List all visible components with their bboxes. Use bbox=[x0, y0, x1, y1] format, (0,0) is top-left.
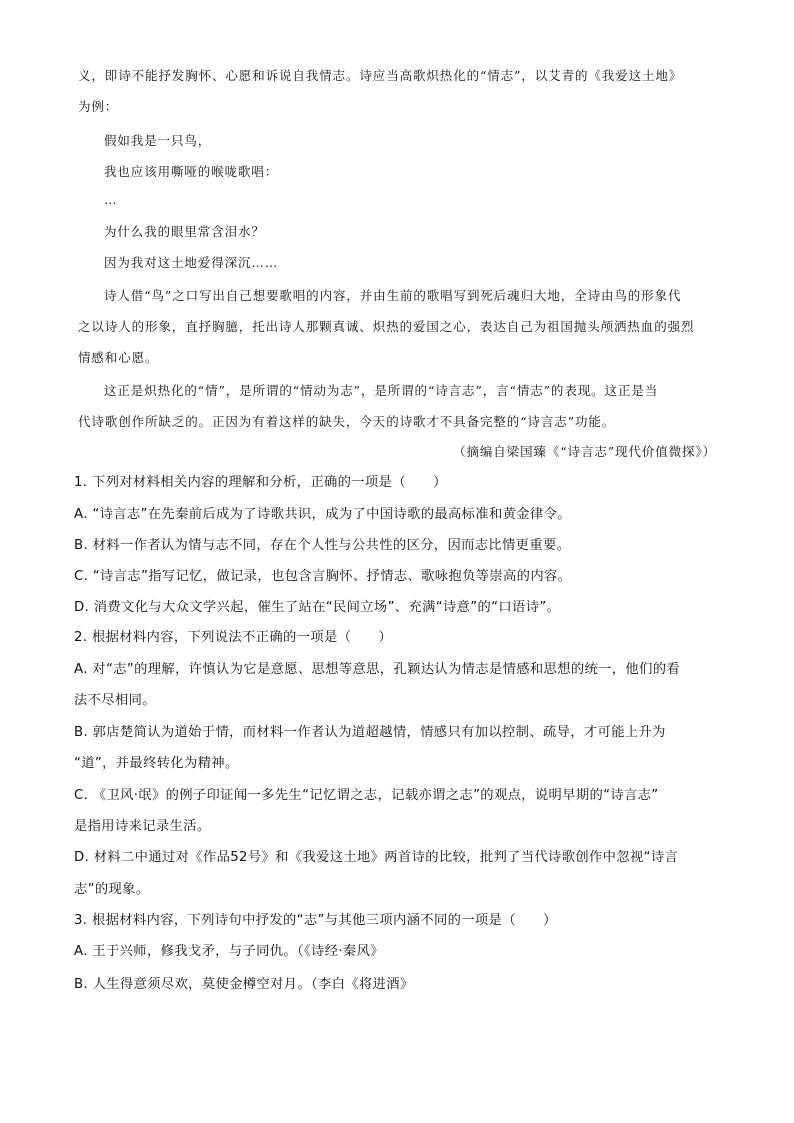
option-b: B. 材料一作者认为情与志不同，存在个人性与公共性的区分，因而志比情更重要。 bbox=[74, 538, 571, 553]
option-b: B. 郭店楚简认为道始于情，而材料一作者认为道超越情，情感只有加以控制、疏导，才可能上升为 bbox=[74, 725, 666, 740]
passage-source: （摘编自梁国臻《“诗言志”现代价值微探》） bbox=[453, 444, 716, 459]
poem-line: 我也应该用嘶哑的喉咙歌唱： bbox=[104, 164, 279, 179]
option-d: D. 材料二中通过对《作品52号》和《我爱这土地》两首诗的比较，批判了当代诗歌创作中忽视“诗言 bbox=[74, 850, 679, 865]
poem-line: … bbox=[104, 192, 118, 207]
passage-line: 诗人借“鸟”之口写出自己想要歌唱的内容，并由生前的歌唱写到死后魂归大地，全诗由鸟的形象代 bbox=[104, 288, 682, 303]
option-c: C. “诗言志”指写记忆，做记录，也包含言胸怀、抒情志、歌咏抱负等崇高的内容。 bbox=[74, 569, 572, 584]
option-a: A. 对“志”的理解，许慎认为它是意愿、思想等意思，孔颖达认为情志是情感和思想的统一，他们的看 bbox=[74, 662, 681, 677]
passage-line: 之以诗人的形象，直抒胸臆，托出诗人那颗真诚、炽热的爱国之心，表达自己为祖国抛头颅洒热血的强烈 bbox=[78, 319, 695, 334]
option-c: C. 《卫风·氓》的例子印证闻一多先生“记忆谓之志，记载亦谓之志”的观点，说明早期的“诗言志” bbox=[74, 788, 659, 803]
option-c-cont: 是指用诗来记录生活。 bbox=[74, 819, 211, 834]
option-d: D. 消费文化与大众文学兴起，催生了站在“民间立场”、充满“诗意”的“口语诗”。 bbox=[74, 600, 561, 615]
passage-line: 这正是炽热化的“情”，是所谓的“情动为志”，是所谓的“诗言志”，言“情志”的表现。这正是当 bbox=[104, 383, 659, 398]
option-a: A. 王于兴师，修我戈矛，与子同仇。（《诗经·秦风》 bbox=[74, 944, 384, 959]
question-stem: 1. 下列对材料相关内容的理解和分析，正确的一项是（ ） bbox=[74, 475, 447, 490]
passage-line: 情感和心愿。 bbox=[78, 350, 159, 365]
poem-line: 为什么我的眼里常含泪水？ bbox=[104, 224, 265, 239]
option-d-cont: 志”的现象。 bbox=[74, 882, 150, 897]
passage-line: 义，即诗不能抒发胸怀、心愿和诉说自我情志。诗应当高歌炽热化的“情志”，以艾青的《我爱这土地》 bbox=[78, 68, 683, 83]
question-stem: 2. 根据材料内容，下列说法不正确的一项是（ ） bbox=[74, 630, 393, 645]
passage-line: 代诗歌创作所缺乏的。正因为有着这样的缺失，今天的诗歌才不具备完整的“诗言志”功能。 bbox=[78, 414, 616, 429]
question-stem: 3. 根据材料内容，下列诗句中抒发的“志”与其他三项内涵不同的一项是（ ） bbox=[74, 913, 557, 928]
poem-line: 因为我对这土地爱得深沉…… bbox=[104, 255, 279, 270]
option-a-cont: 法不尽相同。 bbox=[74, 693, 156, 708]
poem-line: 假如我是一只鸟， bbox=[104, 133, 212, 148]
passage-line: 为例： bbox=[78, 99, 119, 114]
option-b-cont: “道”，并最终转化为精神。 bbox=[74, 756, 239, 771]
option-b: B. 人生得意须尽欢，莫使金樽空对月。（李白《将进酒》 bbox=[74, 977, 414, 992]
option-a: A. “诗言志”在先秦前后成为了诗歌共识，成为了中国诗歌的最高标准和黄金律令。 bbox=[74, 507, 571, 522]
